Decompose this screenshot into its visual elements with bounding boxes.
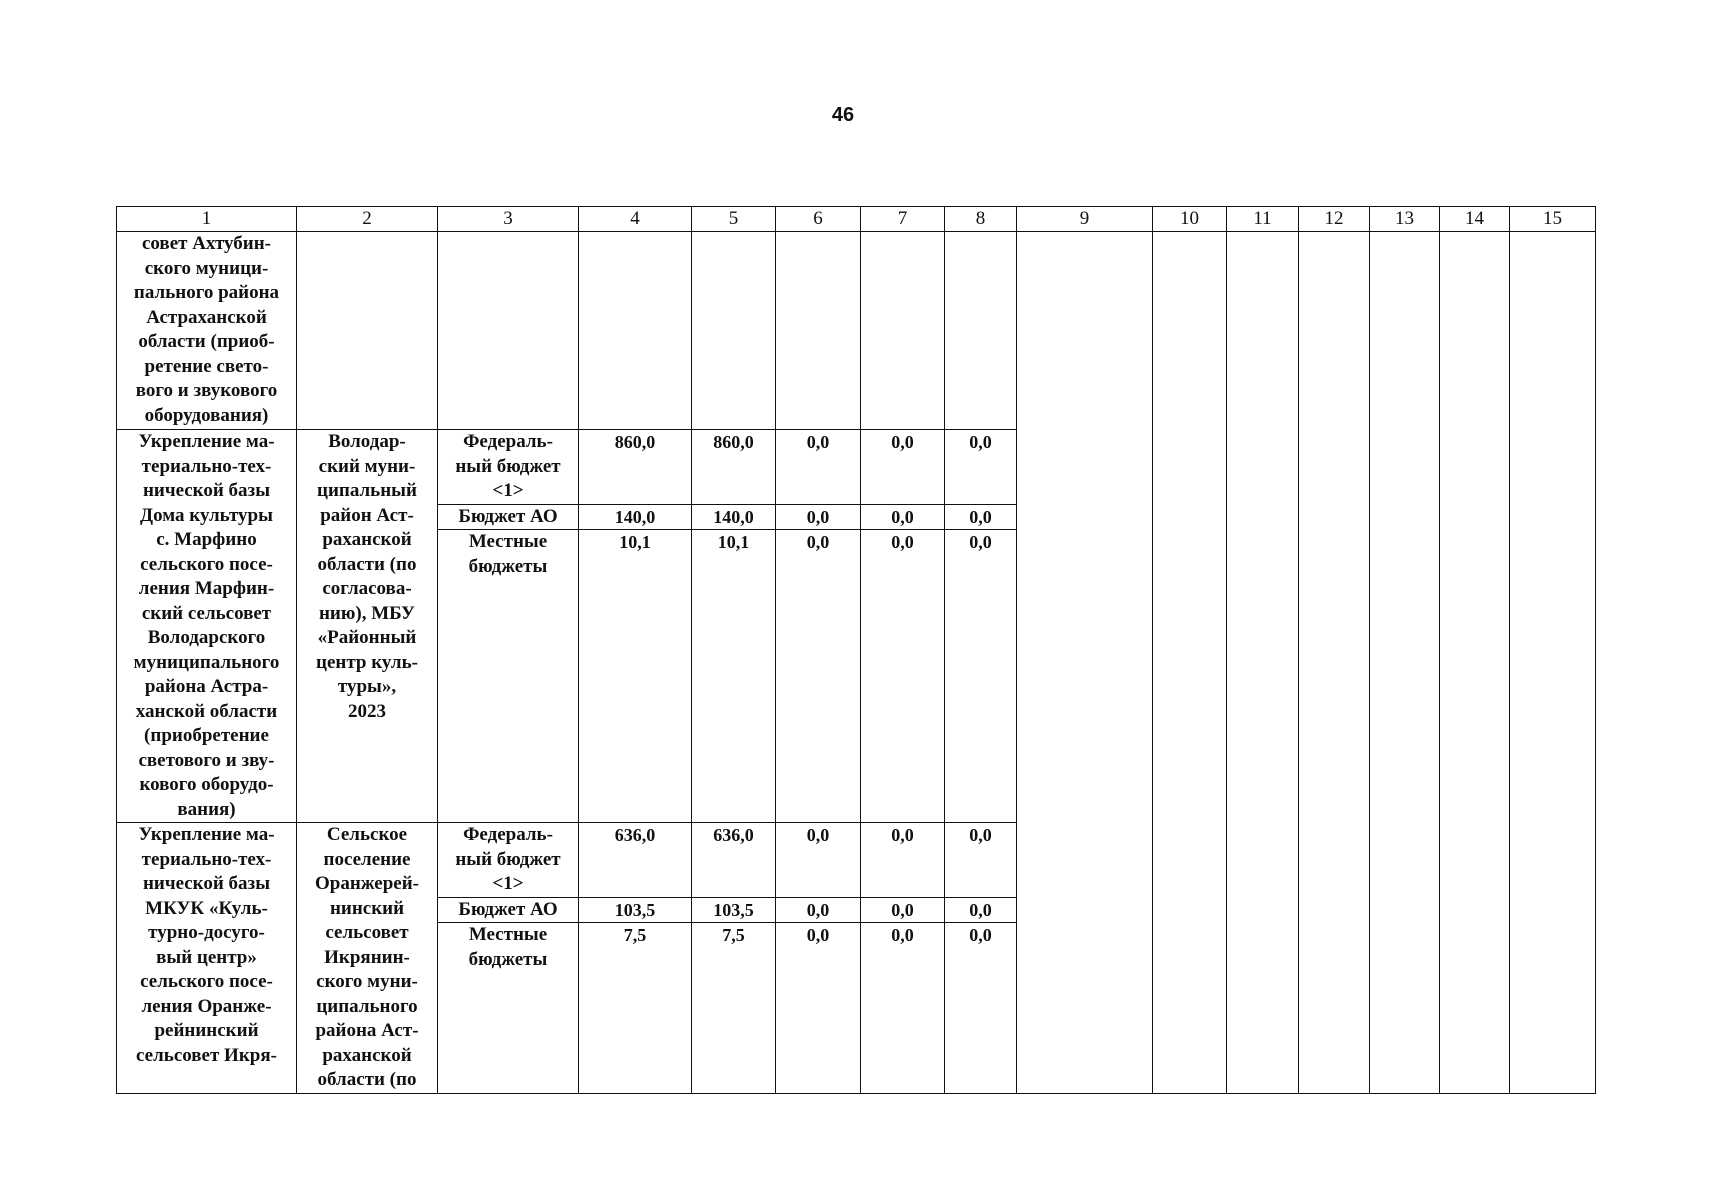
value-cell: 0,0 — [945, 897, 1017, 923]
column-number: 12 — [1299, 207, 1370, 232]
value-cell: 0,0 — [861, 923, 945, 1093]
value-cell: 0,0 — [861, 504, 945, 530]
column-number: 15 — [1510, 207, 1596, 232]
column-number: 14 — [1440, 207, 1510, 232]
page-number: 46 — [831, 104, 855, 126]
value-cell — [861, 232, 945, 430]
value-cell: 0,0 — [776, 823, 861, 898]
blank-cell — [1017, 232, 1153, 1094]
value-cell: 103,5 — [692, 897, 776, 923]
measure-name-cell: Укрепление ма- териально-тех- нической базы МКУК «Куль- турно-досуго- вый центр» сельского посе- ления Оранже- рейнинский сельсовет Икря- — [117, 823, 297, 1094]
measure-name-cell: совет Ахтубин- ского муници- пального района Астраханской области (приоб- ретение свето- вого и звукового оборудования) — [117, 232, 297, 430]
blank-cell — [1299, 232, 1370, 1094]
funding-source-cell: Местные бюджеты — [438, 923, 579, 1093]
value-cell: 7,5 — [579, 923, 692, 1093]
value-cell — [776, 232, 861, 430]
column-number-row — [117, 207, 1596, 232]
program-table — [116, 206, 1596, 1094]
value-cell: 860,0 — [579, 430, 692, 505]
column-number: 8 — [945, 207, 1017, 232]
value-cell: 0,0 — [861, 430, 945, 505]
value-cell: 0,0 — [945, 430, 1017, 505]
value-cell: 140,0 — [579, 504, 692, 530]
value-cell: 0,0 — [945, 823, 1017, 898]
value-cell: 0,0 — [861, 530, 945, 823]
value-cell: 0,0 — [776, 430, 861, 505]
value-cell — [692, 232, 776, 430]
column-number: 13 — [1370, 207, 1440, 232]
funding-source-cell: Федераль- ный бюджет <1> — [438, 823, 579, 898]
blank-cell — [1440, 232, 1510, 1094]
column-number: 7 — [861, 207, 945, 232]
funding-source-cell: Местные бюджеты — [438, 530, 579, 823]
value-cell: 103,5 — [579, 897, 692, 923]
value-cell: 0,0 — [776, 897, 861, 923]
column-number: 10 — [1153, 207, 1227, 232]
value-cell — [579, 232, 692, 430]
value-cell: 0,0 — [945, 504, 1017, 530]
column-number: 9 — [1017, 207, 1153, 232]
value-cell: 0,0 — [776, 530, 861, 823]
table-row — [117, 232, 1596, 430]
value-cell: 10,1 — [692, 530, 776, 823]
value-cell — [945, 232, 1017, 430]
value-cell: 0,0 — [945, 530, 1017, 823]
measure-name-cell: Укрепление ма- териально-тех- нической базы Дома культуры с. Марфино сельского посе- ления Марфин- ский сельсовет Володарского муниципального района Астра- ханской области (приобретение светового и зву- кового оборудо- вания) — [117, 430, 297, 823]
blank-cell — [1370, 232, 1440, 1094]
value-cell: 140,0 — [692, 504, 776, 530]
value-cell: 636,0 — [692, 823, 776, 898]
funding-source-cell — [438, 232, 579, 430]
value-cell: 0,0 — [776, 923, 861, 1093]
funding-source-cell: Бюджет АО — [438, 504, 579, 530]
blank-cell — [1510, 232, 1596, 1094]
value-cell: 7,5 — [692, 923, 776, 1093]
blank-cell — [1153, 232, 1227, 1094]
executor-cell: Сельское поселение Оранжерей- нинский сельсовет Икрянин- ского муни- ципального района Аст- раханской области (по — [297, 823, 438, 1094]
value-cell: 0,0 — [861, 823, 945, 898]
column-number: 3 — [438, 207, 579, 232]
funding-source-cell: Федераль- ный бюджет <1> — [438, 430, 579, 505]
column-number: 1 — [117, 207, 297, 232]
column-number: 11 — [1227, 207, 1299, 232]
executor-cell — [297, 232, 438, 430]
value-cell: 10,1 — [579, 530, 692, 823]
column-number: 5 — [692, 207, 776, 232]
value-cell: 636,0 — [579, 823, 692, 898]
value-cell: 0,0 — [945, 923, 1017, 1093]
column-number: 6 — [776, 207, 861, 232]
value-cell: 0,0 — [776, 504, 861, 530]
column-number: 2 — [297, 207, 438, 232]
value-cell: 0,0 — [861, 897, 945, 923]
column-number: 4 — [579, 207, 692, 232]
blank-cell — [1227, 232, 1299, 1094]
value-cell: 860,0 — [692, 430, 776, 505]
executor-cell: Володар- ский муни- ципальный район Аст- раханской области (по согласова- нию), МБУ «Районный центр куль- туры», 2023 — [297, 430, 438, 823]
funding-source-cell: Бюджет АО — [438, 897, 579, 923]
